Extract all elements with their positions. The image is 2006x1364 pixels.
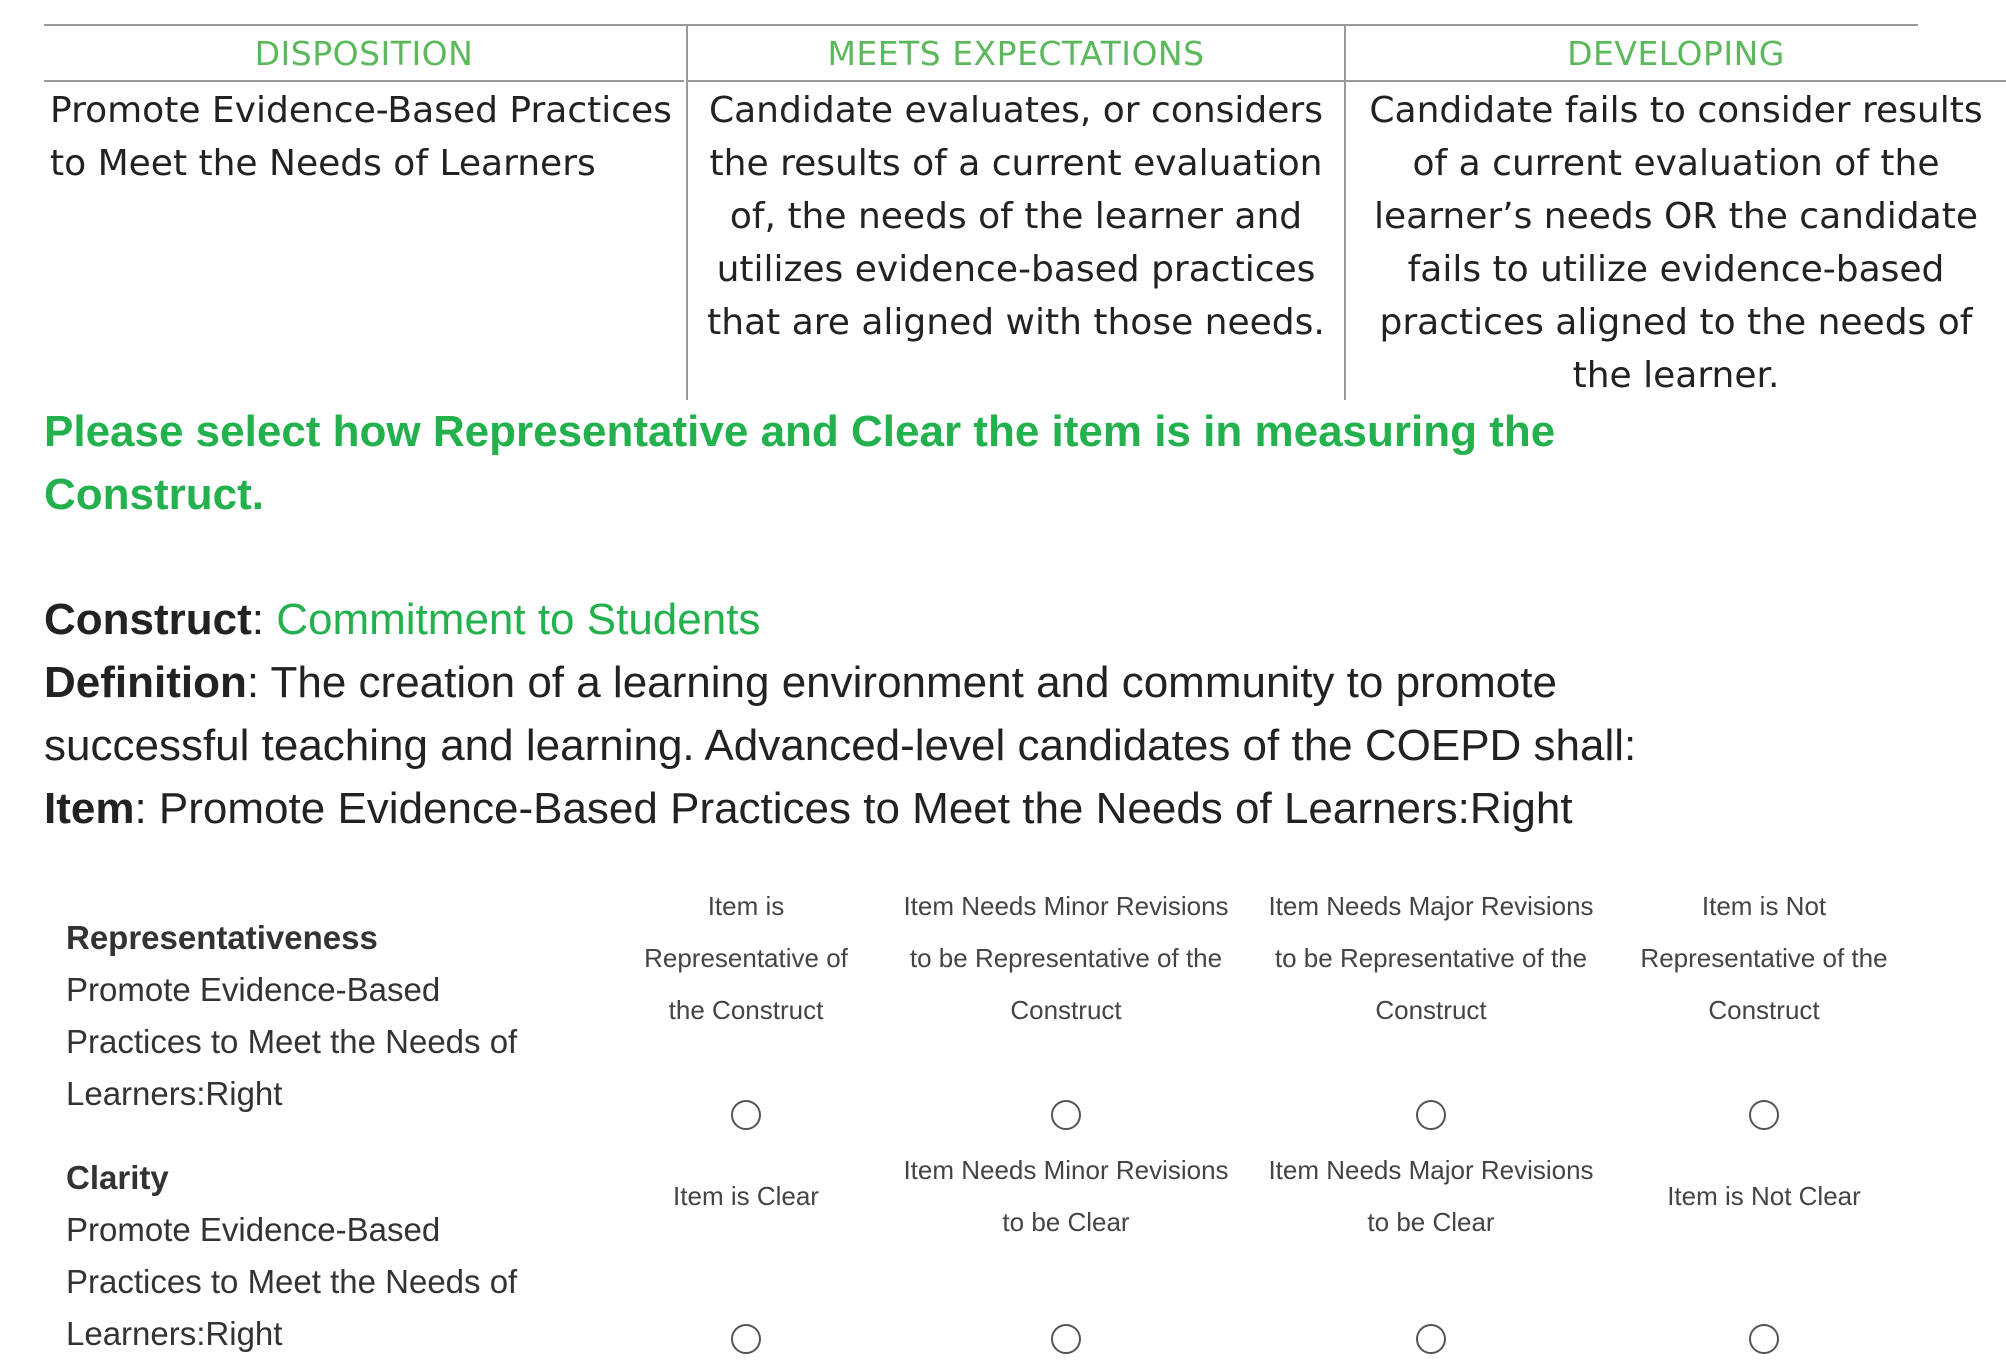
choice-label	[626, 1170, 866, 1222]
clarity-radio-4[interactable]	[1749, 1324, 1779, 1354]
rubric-column-disposition	[44, 26, 684, 400]
choice-label-line: Representative of the	[1640, 943, 1888, 973]
choice-label	[1616, 1170, 1912, 1222]
row-title: Representativeness	[66, 919, 378, 956]
choice-label	[1251, 1144, 1611, 1248]
rubric-developing-line: fails to utilize evidence-based	[1407, 249, 1945, 290]
choice-label	[1616, 880, 1912, 1036]
row-title: Clarity	[66, 1159, 169, 1196]
choice-label-line: to be Clear	[1002, 1207, 1130, 1237]
choice-label-line: Item Needs Major Revisions	[1268, 891, 1594, 921]
row-statement-line: Learners:Right	[66, 1075, 283, 1112]
rubric-meets-line: that are aligned with those needs.	[707, 302, 1325, 343]
representativeness-radio-3[interactable]	[1416, 1100, 1446, 1130]
rubric-developing-text	[1346, 82, 2006, 402]
item-text: : Promote Evidence-Based Practices to Meet the Needs of Learners:Right	[134, 784, 1573, 833]
clarity-radio-2[interactable]	[1051, 1324, 1081, 1354]
choice-label-line: the Construct	[668, 995, 824, 1025]
rubric-column-developing	[1344, 26, 2006, 400]
choice-label-line: Item is Not	[1701, 891, 1827, 921]
choice-label-line: to be Representative of the	[1274, 943, 1588, 973]
row-statement-line: Practices to Meet the Needs of	[66, 1263, 518, 1300]
row-statement-line: Promote Evidence-Based	[66, 971, 441, 1008]
representativeness-radio-2[interactable]	[1051, 1100, 1081, 1130]
choice-label-line: to be Representative of the	[909, 943, 1223, 973]
row-statement-line: Learners:Right	[66, 1315, 283, 1352]
rubric-meets-text	[688, 82, 1344, 349]
clarity-radio-3[interactable]	[1416, 1324, 1446, 1354]
item-line	[44, 777, 1874, 840]
rubric-column-meets-expectations	[686, 26, 1344, 400]
definition-line	[44, 651, 1874, 714]
choice-label-line: Construct	[1375, 995, 1487, 1025]
choice-label-line: Item Needs Minor Revisions	[903, 1155, 1229, 1185]
row-statement-line: Promote Evidence-Based	[66, 1211, 441, 1248]
instruction-line: Please select how Representative and Clear the item is in measuring the	[44, 407, 1556, 456]
choice-label	[886, 1144, 1246, 1248]
choice-label	[626, 880, 866, 1036]
row-statement-line: Practices to Meet the Needs of	[66, 1023, 518, 1060]
rubric-developing-line: of a current evaluation of the	[1412, 143, 1940, 184]
rubric-header-disposition: DISPOSITION	[44, 26, 684, 82]
choice-label	[1251, 880, 1611, 1036]
choice-label-line: Item Needs Major Revisions	[1268, 1155, 1594, 1185]
instruction-text	[44, 400, 1744, 526]
representativeness-radio-1[interactable]	[731, 1100, 761, 1130]
construct-value: Commitment to Students	[276, 595, 761, 644]
choice-label-line: Item is	[707, 891, 785, 921]
rubric-developing-line: learner’s needs OR the candidate	[1374, 196, 1978, 237]
definition-line-2: successful teaching and learning. Advanced-level candidates of the COEPD shall:	[44, 721, 1637, 770]
choice-label-line: to be Clear	[1367, 1207, 1495, 1237]
rubric-disposition-line: Promote Evidence-Based Practices	[50, 90, 672, 131]
rubric-disposition-text	[44, 82, 684, 190]
matrix-row-label-clarity	[66, 1152, 586, 1360]
definition-text: : The creation of a learning environment and community to promote	[246, 658, 1557, 707]
rubric-meets-line: of, the needs of the learner and	[729, 196, 1303, 237]
construct-line	[44, 588, 1874, 651]
choice-label-line: Item is Clear	[673, 1181, 819, 1211]
rubric-meets-line: the results of a current evaluation	[709, 143, 1323, 184]
rubric-developing-line: the learner.	[1572, 355, 1780, 396]
choice-label-line: Representative of	[644, 943, 848, 973]
rubric-disposition-line: to Meet the Needs of Learners	[50, 143, 596, 184]
representativeness-radio-4[interactable]	[1749, 1100, 1779, 1130]
construct-separator: :	[251, 595, 277, 644]
construct-info	[44, 588, 1874, 840]
rubric-meets-line: utilizes evidence-based practices	[716, 249, 1316, 290]
choice-label	[886, 880, 1246, 1036]
rubric-developing-line: practices aligned to the needs of	[1379, 302, 1973, 343]
rubric-table	[44, 24, 1983, 400]
clarity-radio-1[interactable]	[731, 1324, 761, 1354]
choice-label-line: Construct	[1708, 995, 1820, 1025]
choice-label-line: Item is Not Clear	[1667, 1181, 1861, 1211]
rubric-developing-line: Candidate fails to consider results	[1369, 90, 1983, 131]
rubric-meets-line: Candidate evaluates, or considers	[708, 90, 1323, 131]
item-label: Item	[44, 784, 135, 833]
construct-label: Construct	[44, 595, 252, 644]
rubric-header-developing: DEVELOPING	[1346, 26, 2006, 82]
choice-label-line: Construct	[1010, 995, 1122, 1025]
rubric-header-meets-expectations: MEETS EXPECTATIONS	[688, 26, 1344, 82]
matrix-question	[0, 880, 1918, 1360]
instruction-line: Construct.	[44, 470, 264, 519]
choice-label-line: Item Needs Minor Revisions	[903, 891, 1229, 921]
matrix-row-label-representativeness	[66, 912, 586, 1120]
definition-label: Definition	[44, 658, 247, 707]
